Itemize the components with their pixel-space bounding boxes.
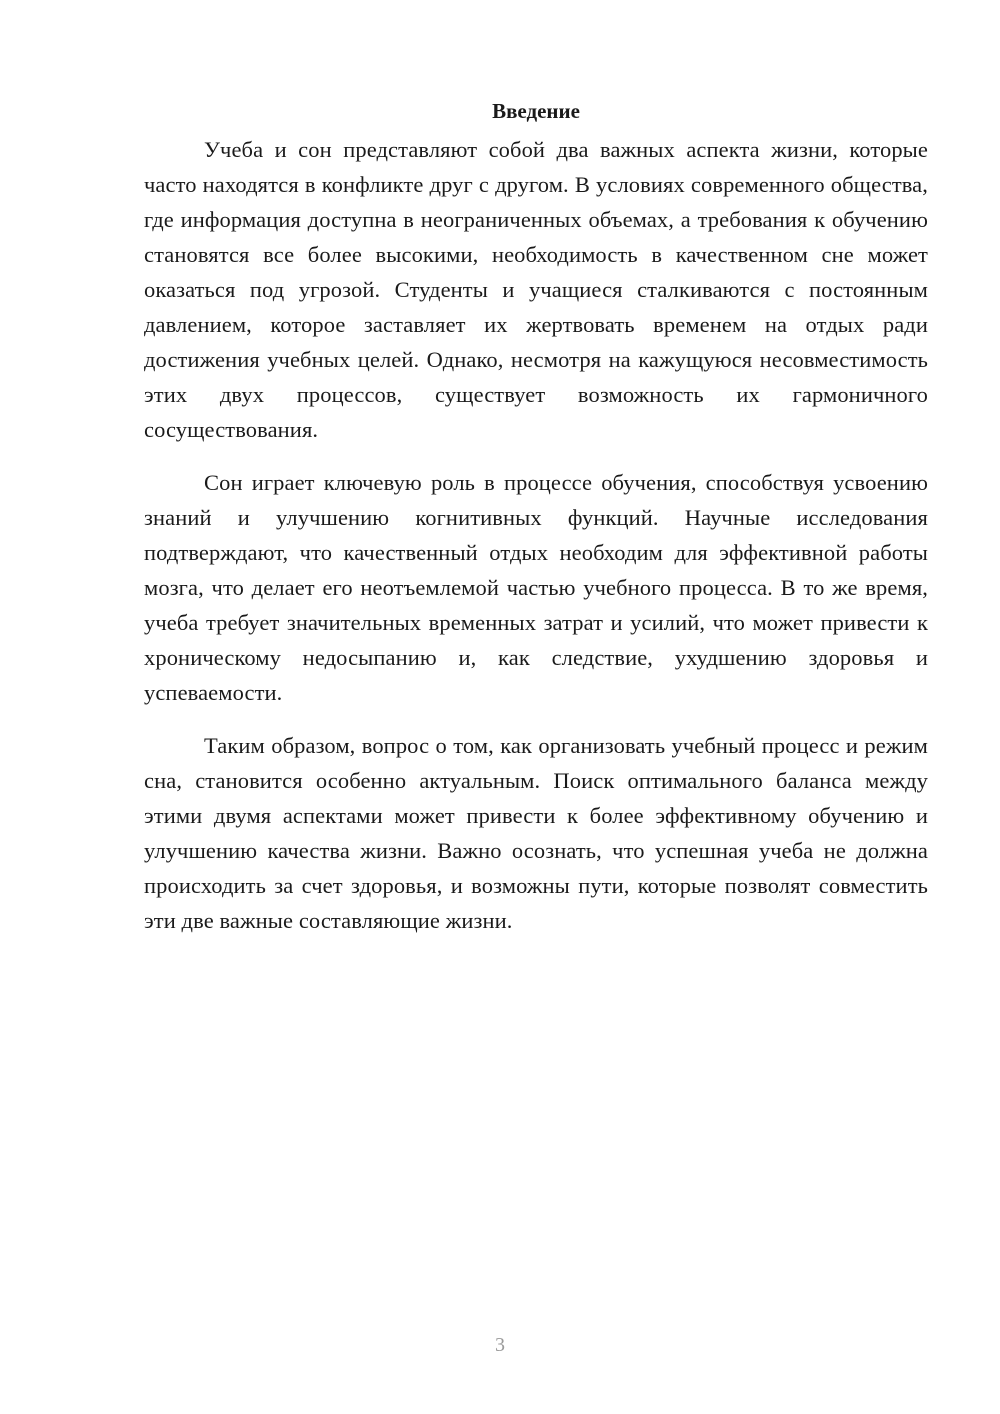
paragraph-2: Сон играет ключевую роль в процессе обучения, способствуя усвоению знаний и улучшению когнитивных функций. Научные исследования подтверждают, что качественный отдых необходим для эффективной работы мозга, что делает его неотъемлемой частью учебного процесса. В то же время, учеба требует значительных временных затрат и усилий, что может привести к хроническому недосыпанию и, как следствие, ухудшению здоровья и успеваемости.: [144, 470, 928, 705]
page-number: 3: [495, 1334, 505, 1356]
paragraph-3: Таким образом, вопрос о том, как организовать учебный процесс и режим сна, становится особенно актуальным. Поиск оптимального баланса между этими двумя аспектами может привести к более эффективному обучению и улучшению качества жизни. Важно осознать, что успешная учеба не должна происходить за счет здоровья, и возможны пути, которые позволят совместить эти две важные составляющие жизни.: [144, 733, 928, 933]
page-content: [144, 96, 928, 956]
section-heading: Введение: [492, 99, 580, 123]
paragraph-1: Учеба и сон представляют собой два важных аспекта жизни, которые часто находятся в конфликте друг с другом. В условиях современного общества, где информация доступна в неограниченных объемах, а требования к обучению становятся все более высокими, необходимость в качественном сне может оказаться под угрозой. Студенты и учащиеся сталкиваются с постоянным давлением, которое заставляет их жертвовать временем на отдых ради достижения учебных целей. Однако, несмотря на кажущуюся несовместимость этих двух процессов, существует возможность их гармоничного сосуществования.: [144, 137, 928, 442]
